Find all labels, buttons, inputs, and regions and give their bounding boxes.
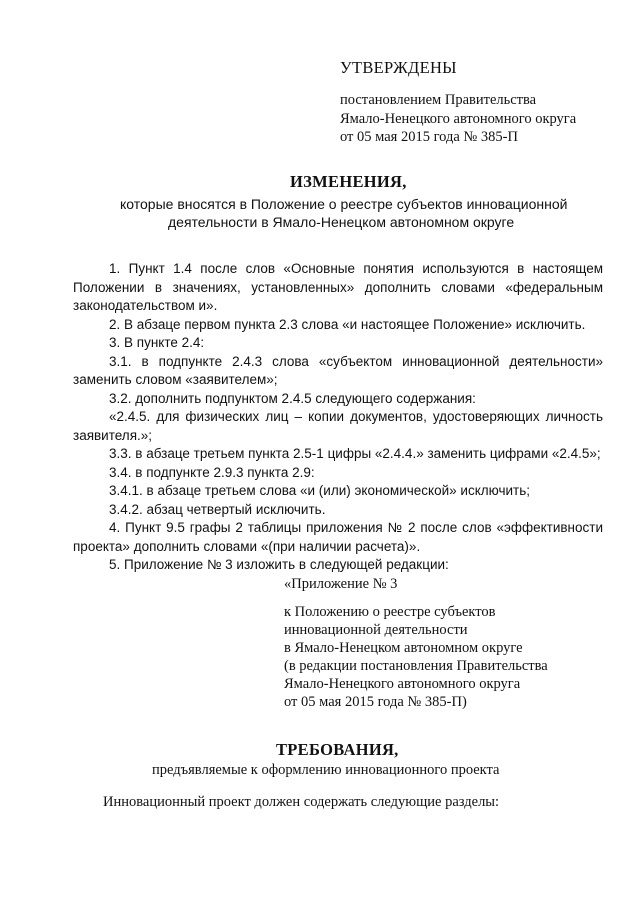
appendix-line: инновационной деятельности xyxy=(284,622,468,638)
amendment-item: 5. Приложение № 3 изложить в следующей редакции: xyxy=(109,557,449,572)
appendix-title: «Приложение № 3 xyxy=(284,576,398,592)
appendix-line: от 05 мая 2015 года № 385-П) xyxy=(284,694,467,710)
amendment-item: 1. Пункт 1.4 после слов «Основные понятия используются в настоящем Положении в значениях, установленных» дополнить словами «федеральным законодательством и». xyxy=(73,261,603,313)
changes-title: ИЗМЕНЕНИЯ, xyxy=(290,172,407,191)
amendment-item: 3. В пункте 2.4: xyxy=(109,335,205,350)
amendment-item: 3.4.1. в абзаце третьем слова «и (или) экономической» исключить; xyxy=(109,483,530,498)
amendment-item: 3.4. в подпункте 2.9.3 пункта 2.9: xyxy=(109,464,315,480)
approval-line: от 05 мая 2015 года № 385-П xyxy=(340,129,518,145)
requirements-subtitle: предъявляемые к оформлению инновационного проекта xyxy=(152,762,500,778)
changes-subtitle-line: которые вносятся в Положение о реестре субъектов инновационной xyxy=(120,196,568,212)
approval-title: УТВЕРЖДЕНЫ xyxy=(340,58,457,77)
amendments-list xyxy=(73,260,603,575)
changes-subtitle-line: деятельности в Ямало-Ненецком автономном округе xyxy=(168,214,515,230)
requirements-title: ТРЕБОВАНИЯ, xyxy=(276,740,399,759)
appendix-line: в Ямало-Ненецком автономном округе xyxy=(284,640,523,656)
appendix-line: к Положению о реестре субъектов xyxy=(284,604,496,620)
amendment-item: 3.2. дополнить подпунктом 2.4.5 следующего содержания: xyxy=(109,390,476,406)
requirements-intro: Инновационный проект должен содержать следующие разделы: xyxy=(103,794,500,810)
amendment-item: «2.4.5. для физических лиц – копии документов, удостоверяющих личность заявителя.»; xyxy=(73,409,603,443)
approval-line: постановлением Правительства xyxy=(340,92,537,108)
amendment-item: 3.4.2. абзац четвертый исключить. xyxy=(109,501,326,517)
appendix-line: Ямало-Ненецкого автономного округа xyxy=(284,676,521,692)
amendment-item: 3.3. в абзаце третьем пункта 2.5-1 цифры «2.4.4.» заменить цифрами «2.4.5»; xyxy=(109,446,601,461)
appendix-line: (в редакции постановления Правительства xyxy=(284,658,548,674)
amendment-item: 4. Пункт 9.5 графы 2 таблицы приложения № 2 после слов «эффективности проекта» дополнить словами «(при наличии расчета)». xyxy=(73,520,603,554)
amendment-item: 2. В абзаце первом пункта 2.3 слова «и настоящее Положение» исключить. xyxy=(109,316,586,332)
amendment-item: 3.1. в подпункте 2.4.3 слова «субъектом инновационной деятельности» заменить словом «заявителем»; xyxy=(73,353,603,387)
approval-line: Ямало-Ненецкого автономного округа xyxy=(340,111,577,127)
